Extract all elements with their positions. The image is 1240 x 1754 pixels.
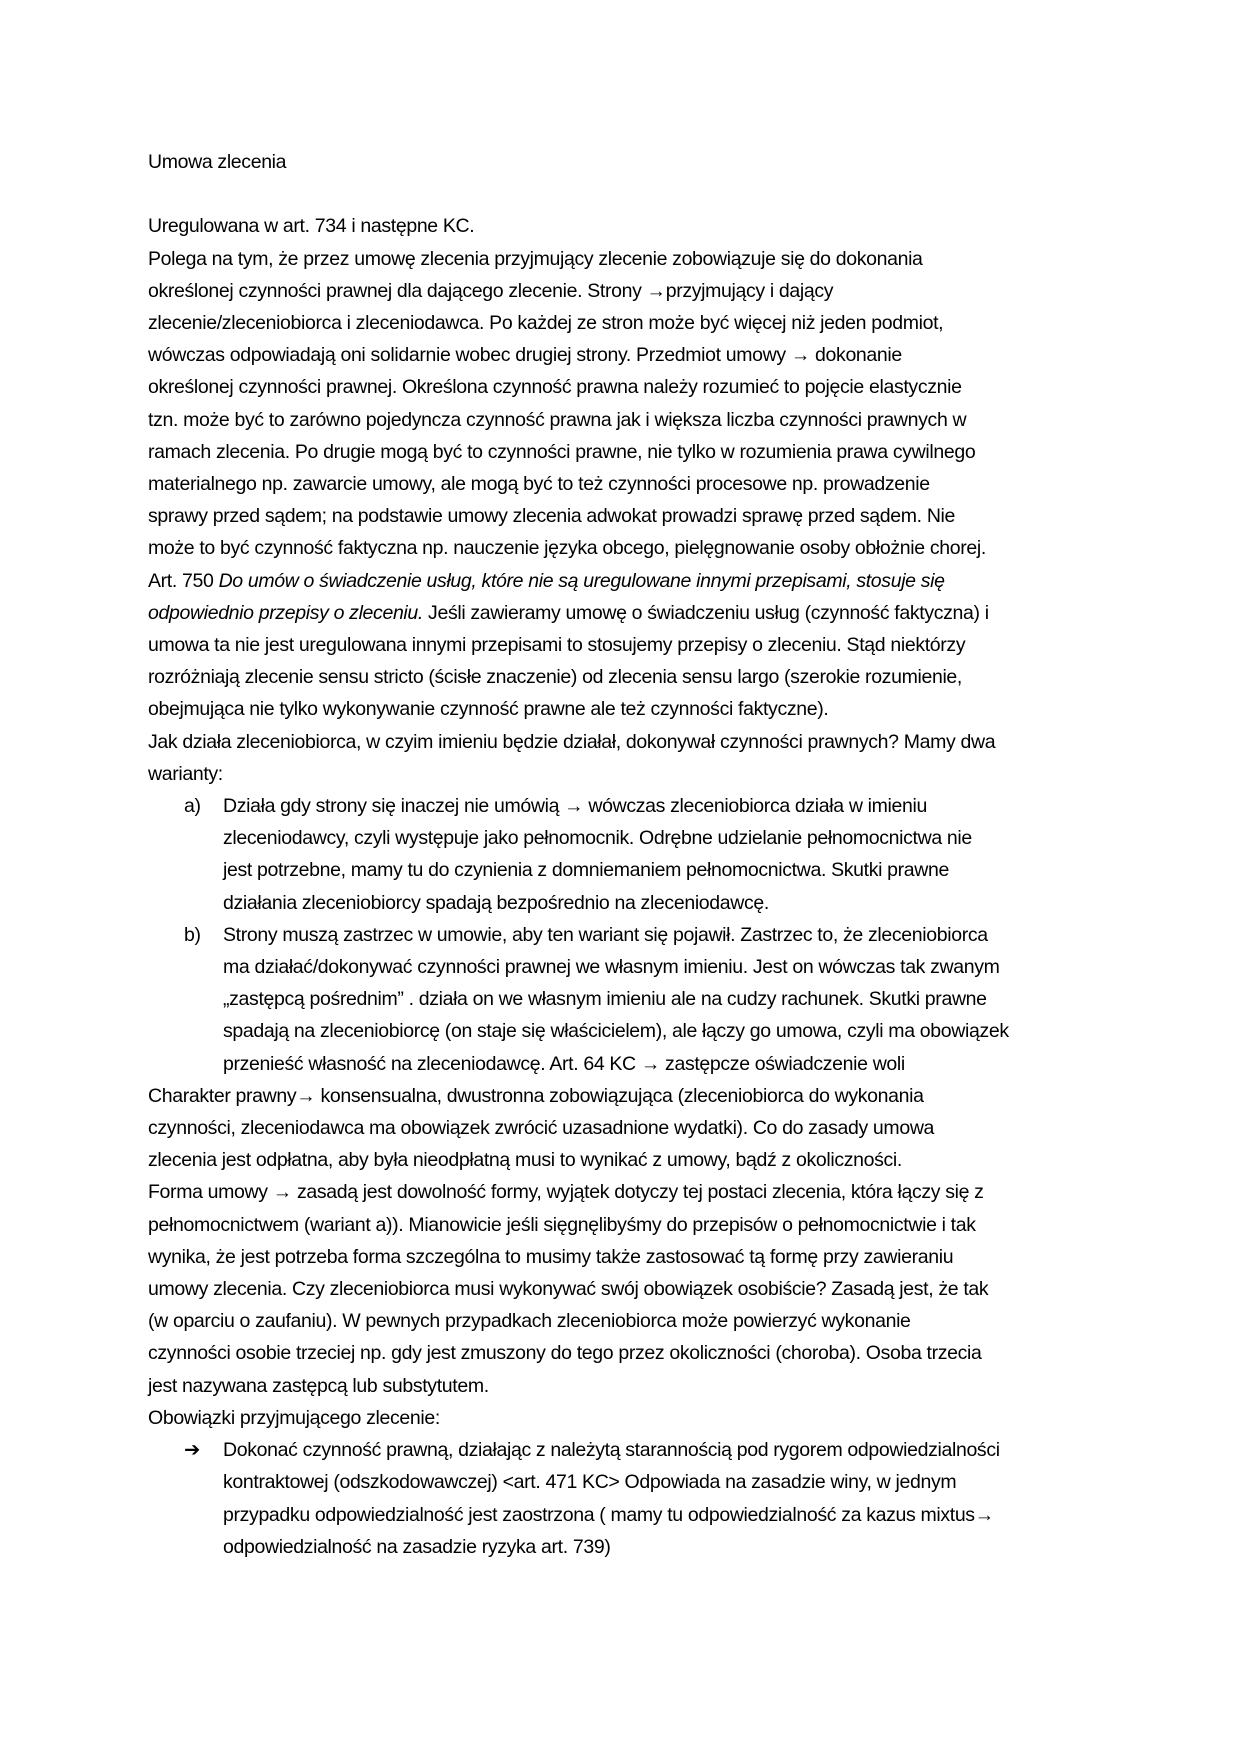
text-line: Jak działa zleceniobiorca, w czyim imieniu będzie działał, dokonywał czynności prawnych? Mamy dwa [148,730,996,753]
art-750-citation [148,565,1098,629]
list-line [148,790,1098,822]
section-heading: Obowiązki przyjmującego zlecenie: [148,1406,440,1429]
list-line [148,919,1098,951]
list-marker: a) [184,795,201,818]
text-line: Forma umowy → zasadą jest dowolność formy, wyjątek dotyczy tej postaci zlecenia, która łączy się z [148,1181,984,1204]
variant-item-b [148,919,1098,1080]
text-line [148,597,1098,629]
list-line: „zastępcą pośrednim” . działa on we własnym imieniu ale na cudzy rachunek. Skutki prawne [223,988,987,1011]
quoted-provision: Do umów o świadczenie usług, które nie są uregulowane innymi przepisami, stosuje się [218,569,945,592]
text-line: Charakter prawny→ konsensualna, dwustronna zobowiązująca (zleceniobiorca do wykonania [148,1084,924,1107]
text-line: czynności, zleceniodawca ma obowiązek zwrócić uzasadnione wydatki). Co do zasady umowa [148,1117,935,1140]
list-line: kontraktowej (odszkodowawczej) <art. 471 KC> Odpowiada na zasadzie winy, w jednym [223,1471,957,1494]
list-line: przenieść własność na zleceniodawcę. Art. 64 KC → zastępcze oświadczenie woli [223,1052,905,1075]
commentary-text: Jeśli zawieramy umowę o świadczeniu usług (czynność faktyczna) i [422,601,989,624]
text-line: umowy zlecenia. Czy zleceniobiorca musi wykonywać swój obowiązek osobiście? Zasadą jest, że tak [148,1278,989,1301]
text-line: zlecenie/zleceniobiorca i zleceniodawca. Po każdej ze stron może być więcej niż jeden podmiot, [148,311,944,334]
text-line [148,565,1098,597]
mid-paragraph [148,629,1098,790]
text-line: może to być czynność faktyczna np. nauczenie języka obcego, pielęgnowanie osoby obłożnie chorej. [148,537,986,560]
list-line: odpowiedzialność na zasadzie ryzyka art. 739) [223,1535,611,1558]
variant-item-a [148,790,1098,919]
arrow-bullet-icon: ➔ [184,1439,200,1462]
text-line: pełnomocnictwem (wariant a)). Mianowicie jeśli sięgnęlibyśmy do przepisów o pełnomocnictwie i tak [148,1213,976,1236]
variants-list [148,790,1098,1080]
list-line: spadają na zleceniobiorcę (on staje się właścicielem), ale łączy go umowa, czyli ma obowiązek [223,1020,1009,1043]
intro-paragraph [148,210,1098,564]
text-line: czynności osobie trzeciej np. gdy jest zmuszony do tego przez okoliczności (choroba). Osoba trzecia [148,1342,982,1365]
text-line: określonej czynności prawnej dla dającego zlecenie. Strony →przyjmujący i dający [148,279,834,302]
duties-list [148,1434,1098,1563]
text-line: umowa ta nie jest uregulowana innymi przepisami to stosujemy przepisy o zleceniu. Stąd niektórzy [148,634,966,657]
list-line: działania zleceniobiorcy spadają bezpośrednio na zleceniodawcę. [223,891,769,914]
text-line: jest nazywana zastępcą lub substytutem. [148,1374,489,1397]
text-line: określonej czynności prawnej. Określona czynność prawna należy rozumieć to pojęcie elastycznie [148,376,962,399]
document-title: Umowa zlecenia [148,151,287,173]
quoted-provision: odpowiednio przepisy o zleceniu. [148,601,423,624]
text-line: ramach zlecenia. Po drugie mogą być to czynności prawne, nie tylko w rozumienia prawa cywilnego [148,440,976,463]
list-line [148,1434,1098,1466]
document-page [148,146,1098,1563]
list-line: ma działać/dokonywać czynności prawnej we własnym imieniu. Jest on wówczas tak zwanym [223,956,1000,979]
article-reference: Art. 750 [148,569,219,592]
list-text: Strony muszą zastrzec w umowie, aby ten wariant się pojawił. Zastrzec to, że zleceniobiorca [223,923,988,946]
text-line: Uregulowana w art. 734 i następne KC. [148,215,475,238]
after-paragraph [148,1080,1098,1434]
list-marker: b) [184,923,201,946]
list-text: Działa gdy strony się inaczej nie umówią → wówczas zleceniobiorca działa w imieniu [223,795,927,818]
text-line: wówczas odpowiadają oni solidarnie wobec drugiej strony. Przedmiot umowy → dokonanie [148,344,902,367]
text-line: zlecenia jest odpłatna, aby była nieodpłatną musi to wynikać z umowy, bądź z okoliczności. [148,1149,902,1172]
list-line: jest potrzebne, mamy tu do czynienia z domniemaniem pełnomocnictwa. Skutki prawne [223,859,950,882]
text-line: (w oparciu o zaufaniu). W pewnych przypadkach zleceniobiorca może powierzyć wykonanie [148,1310,911,1333]
text-line: tzn. może być to zarówno pojedyncza czynność prawna jak i większa liczba czynności prawnych w [148,408,967,431]
text-line: obejmująca nie tylko wykonywanie czynność prawne ale też czynności faktyczne). [148,698,829,721]
text-line: sprawy przed sądem; na podstawie umowy zlecenia adwokat prowadzi sprawę przed sądem. Nie [148,505,956,528]
text-line: warianty: [148,762,223,785]
list-line: przypadku odpowiedzialność jest zaostrzona ( mamy tu odpowiedzialność za kazus mixtus→ [223,1503,994,1526]
list-text: Dokonać czynność prawną, działając z należytą starannością pod rygorem odpowiedzialności [223,1439,1000,1462]
text-line: materialnego np. zawarcie umowy, ale mogą być to też czynności procesowe np. prowadzenie [148,473,930,495]
text-line: rozróżniają zlecenie sensu stricto (ścisłe znaczenie) od zlecenia sensu largo (szerokie rozumienie, [148,666,962,689]
text-line: wynika, że jest potrzeba forma szczególna to musimy także zastosować tą formę przy zawieraniu [148,1245,954,1268]
blank-line [148,178,1098,210]
list-line: zleceniodawcy, czyli występuje jako pełnomocnik. Odrębne udzielanie pełnomocnictwa nie [223,827,972,850]
text-line: Polega na tym, że przez umowę zlecenia przyjmujący zlecenie zobowiązuje się do dokonania [148,247,923,270]
